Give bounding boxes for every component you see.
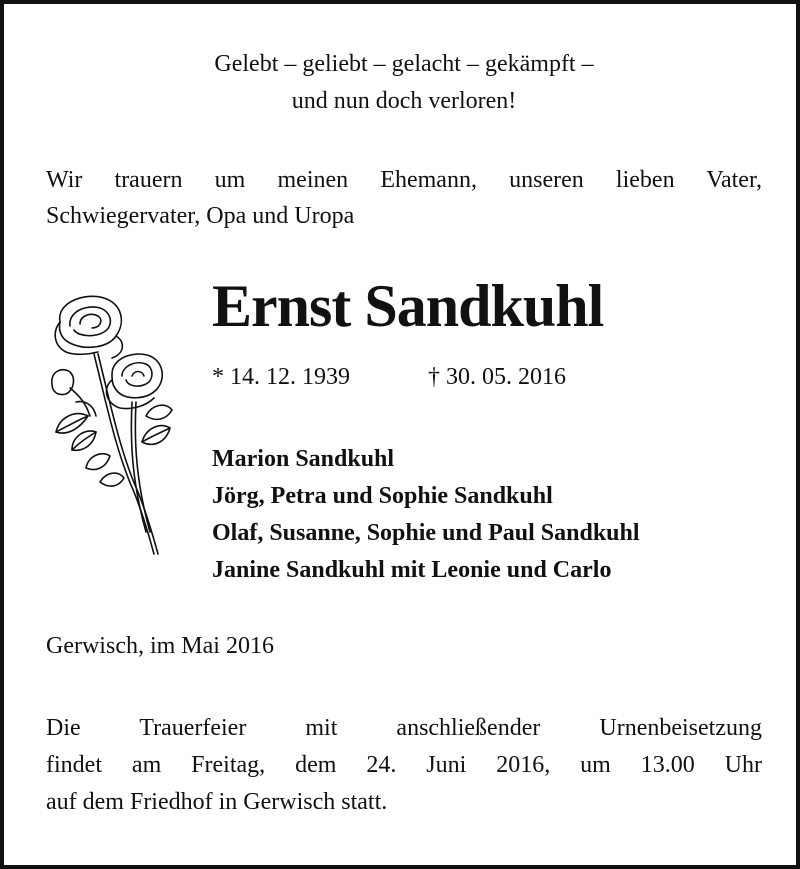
notice-line-3: auf dem Friedhof in Gerwisch statt. [46, 789, 388, 815]
birth-date: * 14. 12. 1939 [212, 364, 350, 390]
family-line: Marion Sandkuhl [212, 446, 395, 472]
notice-line-2: findet am Freitag, dem 24. Juni 2016, um 13.00 Uhr [46, 752, 762, 778]
place-date: Gerwisch, im Mai 2016 [46, 633, 274, 659]
life-dates [212, 359, 566, 395]
intro-line-2: Schwiegervater, Opa und Uropa [46, 203, 355, 229]
deceased-name: Ernst Sandkuhl [212, 273, 604, 339]
family-line: Janine Sandkuhl mit Leonie und Carlo [212, 557, 612, 583]
family-line: Olaf, Susanne, Sophie und Paul Sandkuhl [212, 520, 640, 546]
motto-line-1: Gelebt – geliebt – gelacht – gekämpft – [214, 51, 594, 77]
rose-illustration [46, 292, 176, 562]
family-list [212, 441, 640, 589]
funeral-notice [46, 710, 762, 821]
family-line: Jörg, Petra und Sophie Sandkuhl [212, 483, 553, 509]
notice-line-1: Die Trauerfeier mit anschließender Urnenbeisetzung [46, 715, 762, 741]
intro-line-1: Wir trauern um meinen Ehemann, unseren lieben Vater, [46, 167, 762, 193]
death-date: † 30. 05. 2016 [428, 364, 566, 390]
motto-line-2: und nun doch verloren! [291, 88, 517, 114]
intro-text [46, 162, 762, 234]
